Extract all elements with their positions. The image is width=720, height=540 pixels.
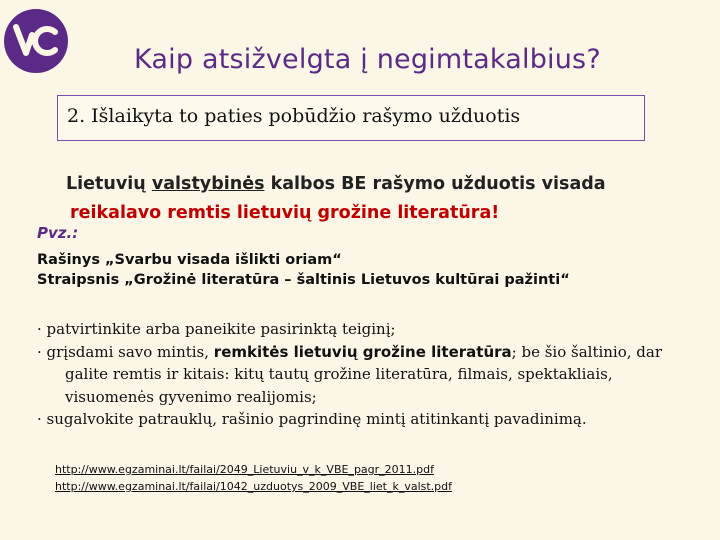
bullet-text: ; be šio šaltinio, dar: [511, 342, 663, 361]
bullet-continuation: visuomenės gyvenimo realijomis;: [65, 387, 317, 406]
example-item: Straipsnis „Grožinė literatūra – šaltinis Lietuvos kultūrai pažinti“: [37, 272, 570, 288]
subtitle: 2. Išlaikyta to paties pobūdžio rašymo užduotis: [67, 105, 521, 127]
bullet-item: [37, 341, 707, 364]
source-links: [55, 461, 452, 495]
vpc-logo-icon: [0, 5, 72, 77]
intro-line-1: [66, 170, 606, 199]
intro-text: [66, 170, 606, 228]
example-label: Pvz.:: [37, 224, 79, 242]
bullet-text: · grįsdami savo mintis,: [37, 342, 214, 361]
bullet-item: · patvirtinkite arba paneikite pasirinktą teiginį;: [37, 320, 396, 338]
intro-part: Lietuvių: [66, 174, 152, 194]
page-title: Kaip atsižvelgta į negimtakalbius?: [134, 44, 601, 75]
source-link[interactable]: http://www.egzaminai.lt/failai/1042_uzduotys_2009_VBE_liet_k_valst.pdf: [55, 480, 453, 493]
source-link[interactable]: http://www.egzaminai.lt/failai/2049_Lietuviu_v_k_VBE_pagr_2011.pdf: [55, 463, 435, 476]
intro-part: kalbos BE rašymo užduotis visada: [264, 174, 606, 194]
intro-line-2: reikalavo remtis lietuvių grožine literatūra!: [70, 203, 500, 223]
bullet-list: [37, 318, 707, 431]
bullet-item: · sugalvokite patrauklų, rašinio pagrindinę mintį atitinkantį pavadinimą.: [37, 410, 587, 428]
intro-underlined: valstybinės: [151, 174, 265, 194]
bullet-bold-text: remkitės lietuvių grožine literatūra: [213, 342, 512, 361]
bullet-continuation: galite remtis ir kitais: kitų tautų grožine literatūra, filmais, spektakliais,: [65, 365, 613, 383]
examples-list: [37, 250, 570, 290]
subtitle-box: [57, 95, 645, 141]
example-item: Rašinys „Svarbu visada išlikti oriam“: [37, 252, 342, 268]
